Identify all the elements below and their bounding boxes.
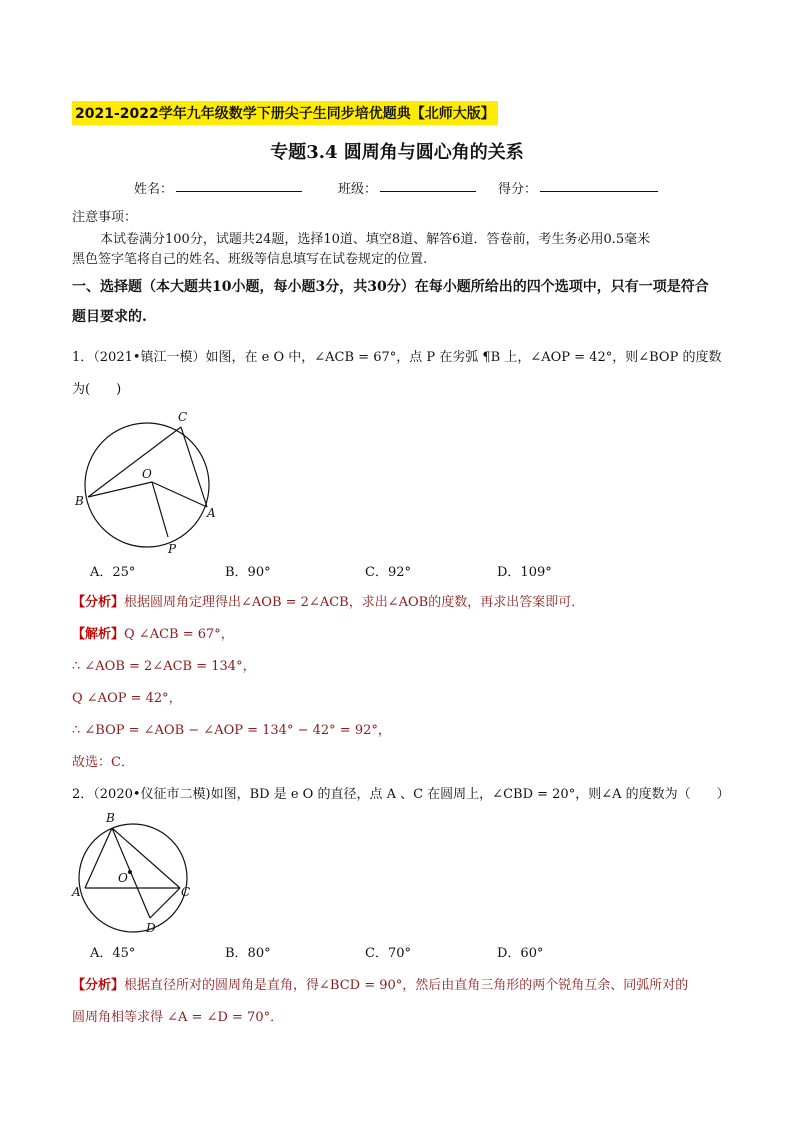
q1-answer: 故选：C． — [72, 755, 134, 770]
q2-option-c: C．70° — [365, 946, 411, 961]
q2-option-a: A．45° — [90, 946, 136, 961]
q2-analysis-line-1: 根据直径所对的圆周角是直角，得∠BCD = 90°，然后由直角三角形的两个锐角互余、同弧所对的 — [124, 978, 689, 993]
q2-chord-dc — [150, 888, 180, 918]
section-heading-line-1: 一、选择题（本大题共10小题，每小题3分，共30分）在每小题所给出的四个选项中，只有一项是符合 — [72, 279, 709, 295]
q2-stem: 2．（2020•仪征市二模)如图，BD 是 e O 的直径，点 A 、C 在圆周上，∠CBD = 20°，则∠A 的度数为（ ） — [72, 787, 730, 802]
q1-label-b: B — [75, 494, 84, 508]
q1-radius-op — [152, 482, 168, 537]
notes-heading: 注意事项： — [72, 210, 138, 225]
q1-chord-ca — [181, 427, 207, 507]
q2-center-point — [128, 870, 132, 874]
q2-circle-figure — [68, 808, 198, 938]
q2-label-o: O — [118, 871, 128, 885]
q2-analysis-line-2: 圆周角相等求得 ∠A = ∠D = 70°． — [72, 1010, 284, 1025]
q2-option-d: D．60° — [497, 946, 544, 961]
q1-analysis-tag: 【分析】 — [72, 595, 125, 610]
score-blank — [540, 191, 658, 192]
class-blank — [380, 191, 476, 192]
q2-option-b: B．80° — [225, 946, 271, 961]
q1-solution-tag: 【解析】 — [72, 627, 125, 642]
q2-analysis-tag: 【分析】 — [72, 978, 125, 993]
course-banner: 2021-2022学年九年级数学下册尖子生同步培优题典【北师大版】 — [72, 101, 498, 125]
q1-solution-line-3: Q ∠AOP = 42°， — [72, 691, 182, 706]
q2-label-a: A — [72, 885, 81, 899]
q1-label-p: P — [168, 542, 177, 556]
q1-option-b: B．90° — [225, 565, 271, 580]
name-blank — [176, 191, 302, 192]
q1-radius-oa — [152, 482, 207, 507]
q1-option-a: A．25° — [90, 565, 136, 580]
q1-stem-line-2: 为( ) — [72, 382, 122, 397]
name-label: 姓名： — [134, 182, 174, 197]
q2-label-b: B — [106, 811, 115, 825]
q1-solution-line-4: ∴ ∠BOP = ∠AOB − ∠AOP = 134° − 42° = 92°， — [72, 723, 391, 738]
notes-line-2: 黑色签字笔将自己的姓名、班级等信息填写在试卷规定的位置. — [72, 252, 428, 267]
q1-label-o: O — [142, 467, 152, 481]
score-label: 得分： — [498, 182, 538, 197]
q2-label-c: C — [181, 885, 191, 899]
q1-solution-line-2: ∴ ∠AOB = 2∠ACB = 134°， — [72, 659, 256, 674]
q1-label-a: A — [207, 506, 216, 520]
q1-option-c: C．92° — [365, 565, 411, 580]
section-heading-line-2: 题目要求的. — [72, 309, 147, 325]
q1-option-d: D．109° — [497, 565, 552, 580]
q2-label-d: D — [146, 921, 156, 935]
page-title: 专题3.4 圆周角与圆心角的关系 — [270, 142, 524, 163]
q1-analysis-text: 根据圆周角定理得出∠AOB = 2∠ACB，求出∠AOB的度数，再求出答案即可． — [124, 595, 585, 610]
class-label: 班级： — [338, 182, 378, 197]
q1-circle-figure — [70, 405, 230, 565]
q1-label-c: C — [178, 410, 188, 424]
notes-line-1: 本试卷满分100分，试题共24题，选择10道、填空8道、解答6道．答卷前，考生务必用0.5毫米 — [100, 232, 651, 247]
q1-solution-line-1: Q ∠ACB = 67°， — [124, 627, 234, 642]
q1-stem-line-1: 1．（2021•镇江一模）如图，在 e O 中，∠ACB = 67°，点 P 在劣弧 ¶B 上，∠AOP = 42°，则∠BOP 的度数 — [72, 350, 722, 365]
